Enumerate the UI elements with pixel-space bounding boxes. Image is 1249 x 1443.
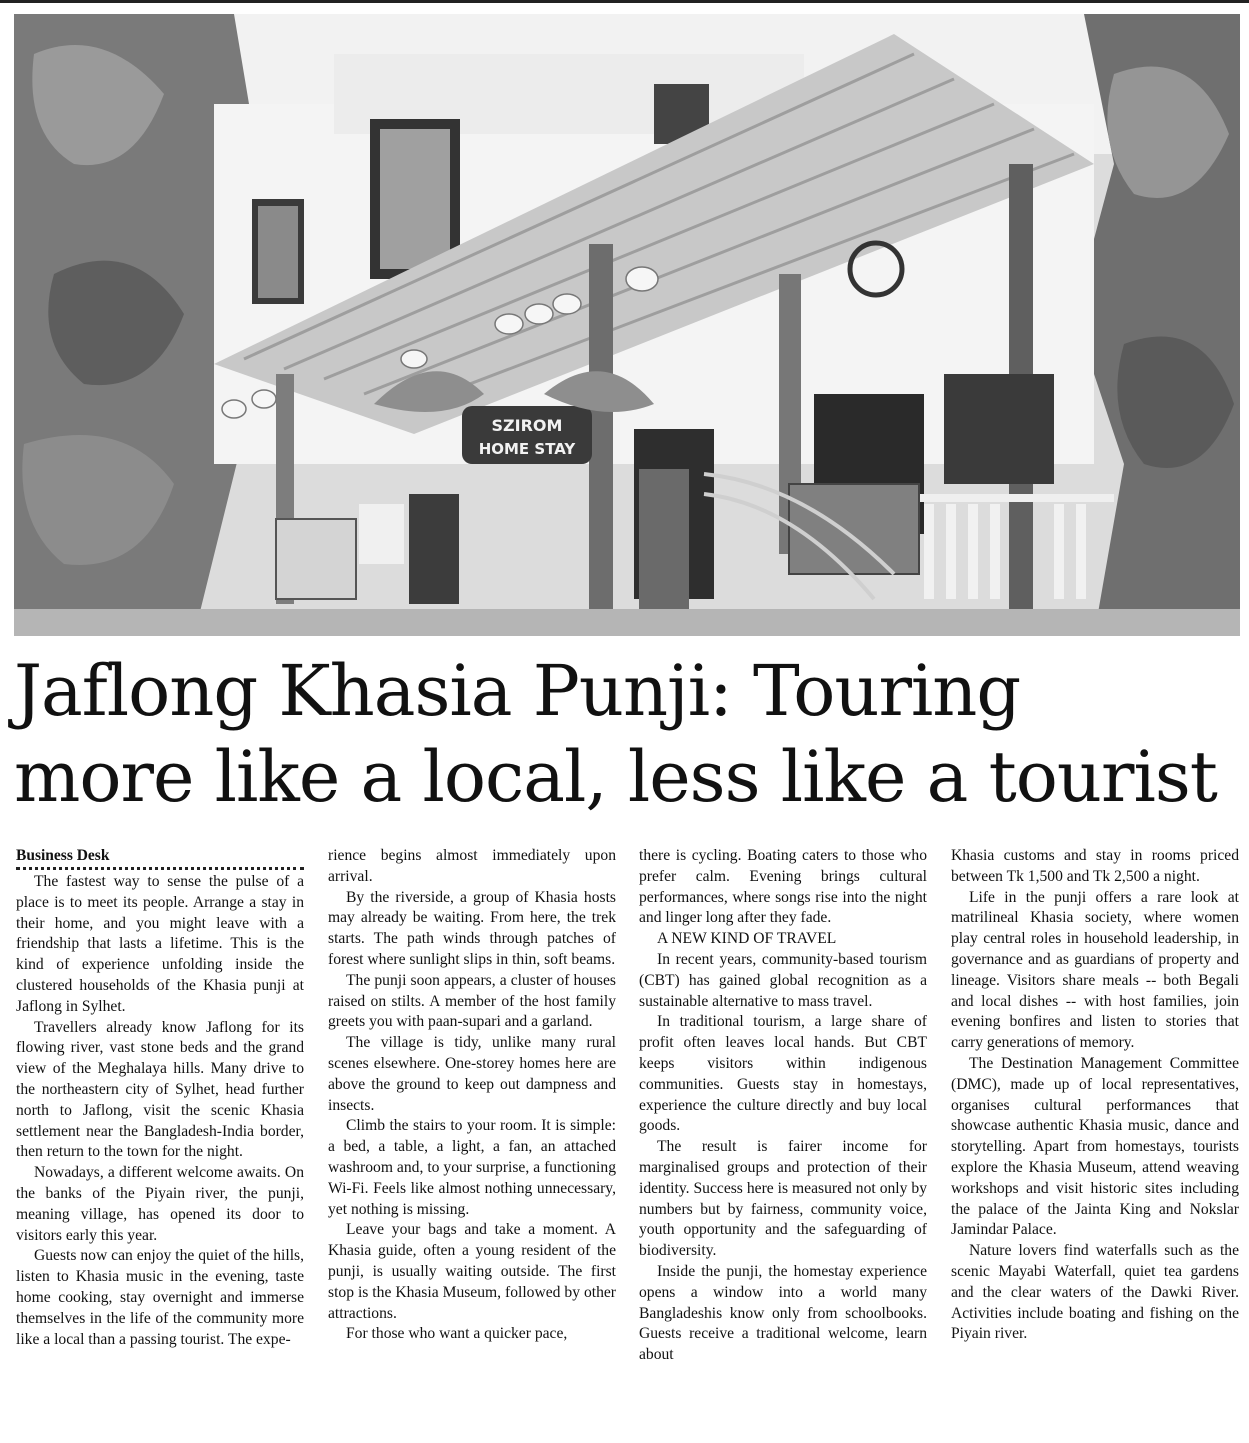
paragraph: Inside the punji, the homestay experience opens a window into a world many Bangladeshis know only from schoolbooks. Guests receive a traditional welcome, learn about [639,1262,927,1364]
paragraph: In recent years, community-based tourism (CBT) has gained global recognition as a sustainable alternative to mass travel. [639,950,927,1010]
article-body [16,846,1240,1436]
top-rule [0,0,1249,3]
paragraph: Travellers already know Jaflong for its flowing river, vast stone beds and the grand view of the Meghalaya hills. Many drive to the northeastern city of Sylhet, head further north to Jaflong, visit the scenic Khasia settlement near the Bangladesh-India border, then return to the town for the night. [16,1018,304,1161]
paragraph: The result is fairer income for marginalised groups and protection of their identity. Success here is measured not only by numbers but by fairness, community voice, youth opportunity and the safeguarding of biodiversity. [639,1138,927,1260]
paragraph: Guests now can enjoy the quiet of the hills, listen to Khasia music in the evening, taste home cooking, stay overnight and immerse themselves in the life of the community more like a local than a passing tourist. The expe- [16,1247,304,1348]
paragraph: The punji soon appears, a cluster of houses raised on stilts. A member of the host family greets you with paan-supari and a garland. [328,971,616,1031]
headline-line-2: more like a local, less like a tourist [14,736,1217,818]
paragraph: The fastest way to sense the pulse of a place is to meet its people. Arrange a stay in their home, and you might leave with a friendship that lasts a lifetime. This is the kind of experience unfolding inside the clustered households of the Khasia punji at Jaflong in Sylhet. [16,873,304,1015]
paragraph: Leave your bags and take a moment. A Khasia guide, often a young resident of the punji, is usually waiting outside. The first stop is the Khasia Museum, followed by other attractions. [328,1221,616,1322]
article-column-3 [639,846,927,1436]
paragraph: rience begins almost immediately upon arrival. [328,847,616,885]
article-column-1 [16,846,304,1436]
article-column-4 [951,846,1239,1436]
paragraph: Nowadays, a different welcome awaits. On the banks of the Piyain river, the punji, meaning village, has opened its door to visitors early this year. [16,1164,304,1244]
paragraph: Nature lovers find waterfalls such as the scenic Mayabi Waterfall, quiet tea gardens and the clear waters of the Dawki River. Activities include boating and fishing on the Piyain river. [951,1242,1239,1343]
paragraph: Climb the stairs to your room. It is simple: a bed, a table, a light, a fan, an attached washroom and, to your surprise, a functioning Wi-Fi. Feels like almost nothing unnecessary, yet nothing is missing. [328,1117,616,1218]
article-column-2 [328,846,616,1436]
paragraph: Life in the punji offers a rare look at matrilineal Khasia society, where women play central roles in household leadership, in governance and as guardians of property and lineage. Visitors share meals -- both Begali and local dishes -- with host families, join evening bonfires and listen to stories that carry generations of memory. [951,888,1239,1052]
sign-line-2: HOME STAY [478,440,576,458]
paragraph: In traditional tourism, a large share of profit often leaves local hands. But CBT keeps visitors within indigenous communities. Guests stay in homestays, experience the culture directly and buy local goods. [639,1013,927,1135]
paragraph: The Destination Management Committee (DMC), made up of local representatives, organises cultural performances that showcase authentic Khasia music, dance and storytelling. Apart from homestays, tourists explore the Khasia Museum, attend weaving workshops and visit historic sites including the palace of the Jainta King and Nokslar Jamindar Palace. [951,1054,1239,1239]
sign-line-1: SZIROM [491,416,563,435]
headline-line-1: Jaflong Khasia Punji: Touring [14,650,1021,732]
paragraph: By the riverside, a group of Khasia hosts may already be waiting. From here, the trek starts. The path winds through patches of forest where sunlight slips in thin, soft beams. [328,888,616,968]
subheading: A NEW KIND OF TRAVEL [657,930,837,948]
paragraph: The village is tidy, unlike many rural scenes elsewhere. One-storey homes here are above the ground to keep out dampness and insects. [328,1034,616,1114]
paragraph: For those who want a quicker pace, [346,1325,568,1343]
paragraph: there is cycling. Boating caters to those who prefer calm. Evening brings cultural performances, where songs rise into the night and linger long after they fade. [639,847,927,927]
article-headline [14,648,1240,820]
homestay-photo [14,14,1240,636]
paragraph: Khasia customs and stay in rooms priced between Tk 1,500 and Tk 2,500 a night. [951,847,1239,885]
byline: Business Desk [16,846,304,870]
